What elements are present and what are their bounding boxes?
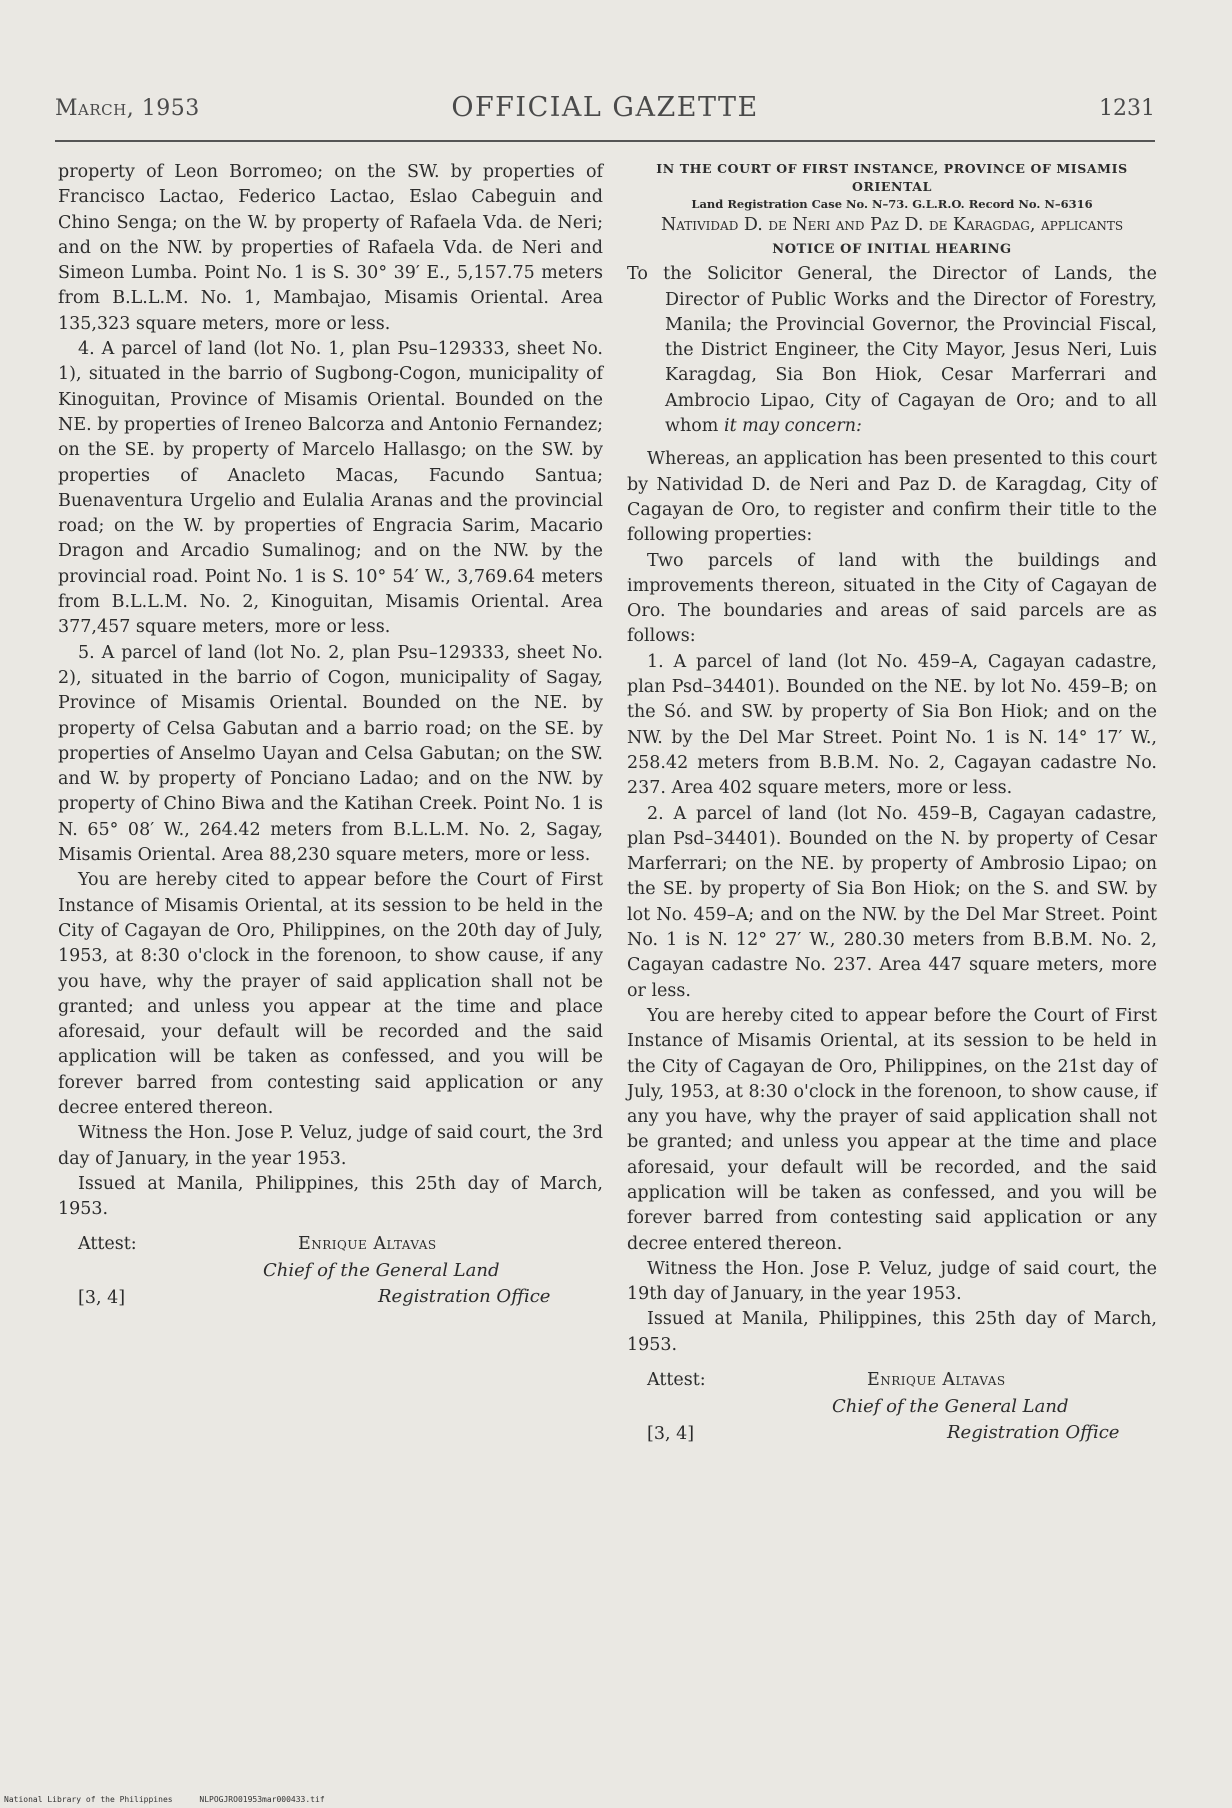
left-signature-block (58, 1232, 603, 1322)
addressee-concern: it may concern: (723, 416, 862, 437)
right-signer-name: Enrique Altavas (867, 1370, 1006, 1391)
left-issued: Issued at Manila, Philippines, this 25th day of March, 1953. (58, 1173, 603, 1220)
right-citation: You are hereby cited to appear before the Court of First Instance of Misamis Oriental, at its session to be held in the City of Cagayan de Oro, Philippines, on the 21st day of July, 1953, at 8:30 o'clock in the forenoon, to show cause, if any you have, why the prayer of said application shall not be granted; and unless you appear at the time and place aforesaid, your default will be recorded, and the said application will be taken as confessed, and you will be forever barred from contesting said application or any decree entered thereon. (627, 1005, 1157, 1254)
footer-source: National Library of the Philippines (4, 1795, 173, 1804)
right-witness: Witness the Hon. Jose P. Veluz, judge of said court, the 19th day of January, in the year 1953. (627, 1258, 1157, 1305)
right-whereas: Whereas, an application has been presented to this court by Natividad D. de Neri and Paz D. de Karagdag, City of Cagayan de Oro, to register and confirm their title to the following properties: (627, 449, 1157, 546)
left-citation: You are hereby cited to appear before the Court of First Instance of Misamis Oriental, at its session to be held in the City of Cagayan de Oro, Philippines, on the 20th day of July, 1953, at 8:30 o'clock in the forenoon, to show cause, if any you have, why the prayer of said application shall not be granted; and unless you appear at the time and place aforesaid, your default will be recorded and the said application will be taken as confessed, and you will be forever barred from contesting said application or any decree entered thereon. (58, 870, 603, 1118)
left-issue-reference: [3, 4] (78, 1288, 126, 1309)
right-parcels-intro: Two parcels of land with the buildings and improvements thereon, situated in the City of Cagayan de Oro. The boundaries and areas of said parcels are as follows: (627, 550, 1157, 647)
right-signature-block (627, 1368, 1157, 1458)
right-attest-label: Attest: (647, 1370, 706, 1391)
left-paragraph-continued: property of Leon Borromeo; on the SW. by properties of Francisco Lactao, Federico Lactao, Eslao Cabeguin and Chino Senga; on the W. by property of Rafaela Vda. de Neri; and on the NW. by properties of Rafaela Vda. de Neri and Simeon Lumba. Point No. 1 is S. 30° 39′ E., 5,157.75 meters from B.L.L.M. No. 1, Mambajao, Misamis Oriental. Area 135,323 square meters, more or less. (58, 162, 603, 334)
right-column (627, 160, 1157, 1458)
right-issued: Issued at Manila, Philippines, this 25th day of March, 1953. (627, 1309, 1157, 1355)
notice-title: NOTICE OF INITIAL HEARING (772, 242, 1012, 257)
scan-footer (4, 1795, 347, 1804)
left-signer-title-line1: Chief of the General Land (263, 1260, 500, 1282)
addressee-paragraph (627, 262, 1157, 439)
left-parcel-4: 4. A parcel of land (lot No. 1, plan Psu–129333, sheet No. 1), situated in the barrio of Sugbong-Cogon, municipality of Kinoguitan, Province of Misamis Oriental. Bounded on the NE. by properties of Ireneo Balcorza and Antonio Fernandez; on the SE. by property of Marcelo Hallasgo; on the SW. by properties of Anacleto Macas, Facundo Santua; Buenaventura Urgelio and Eulalia Aranas and the provincial road; on the W. by properties of Engracia Sarim, Macario Dragon and Arcadio Sumalinog; and on the NW. by the provincial road. Point No. 1 is S. 10° 54′ W., 3,769.64 meters from B.L.L.M. No. 2, Kinoguitan, Misamis Oriental. Area 377,457 square meters, more or less. (58, 339, 603, 638)
header-rule (55, 140, 1155, 142)
left-column (58, 160, 603, 1322)
header-publication-title: OFFICIAL GAZETTE (451, 92, 759, 123)
right-parcel-1: 1. A parcel of land (lot No. 459–A, Cagayan cadastre, plan Psd–34401). Bounded on the NE. by lot No. 459–B; on the Só. and SW. by property of Sia Bon Hiok; and on the NW. by the Del Mar Street. Point No. 1 is N. 14° 17′ W., 258.42 meters from B.B.M. No. 2, Cagayan cadastre No. 237. Area 402 square meters, more or less. (627, 651, 1157, 799)
header-date: March, 1953 (55, 96, 200, 121)
addressee-text: To the Solicitor General, the Director of Lands, the Director of Public Works and the Director of Forestry, Manila; the Provincial Governor, the Provincial Fiscal, the District Engineer, the City Mayor, Jesus Neri, Luis Karagdag, Sia Bon Hiok, Cesar Marferrari and Ambrocio Lipao, City of Cagayan de Oro; and to all whom (627, 264, 1157, 437)
right-signer-title-line1: Chief of the General Land (832, 1396, 1069, 1418)
right-signer-title-line2: Registration Office (947, 1422, 1120, 1444)
left-parcel-5: 5. A parcel of land (lot No. 2, plan Psu–129333, sheet No. 2), situated in the barrio of Cogon, municipality of Sagay, Province of Misamis Oriental. Bounded on the NE. by property of Celsa Gabutan and a barrio road; on the SE. by properties of Anselmo Uayan and Celsa Gabutan; on the SW. and W. by property of Ponciano Ladao; and on the NW. by property of Chino Biwa and the Katihan Creek. Point No. 1 is N. 65° 08′ W., 264.42 meters from B.L.L.M. No. 2, Sagay, Misamis Oriental. Area 88,230 square meters, more or less. (58, 642, 603, 866)
right-issue-reference: [3, 4] (647, 1424, 695, 1445)
right-parcel-2: 2. A parcel of land (lot No. 459–B, Cagayan cadastre, plan Psd–34401). Bounded on the N. by property of Cesar Marferrari; on the NE. by property of Ambrosio Lipao; on the SE. by property of Sia Bon Hiok; on the S. and SW. by lot No. 459–A; and on the NW. by the Del Mar Street. Point No. 1 is N. 12° 27′ W., 280.30 meters from B.B.M. No. 2, Cagayan cadastre No. 237. Area 447 square meters, more or less. (627, 803, 1157, 1001)
case-number: Land Registration Case No. N–73. G.L.R.O. Record No. N–6316 (691, 197, 1093, 211)
left-signer-title-line2: Registration Office (378, 1286, 551, 1308)
applicants: Natividad D. de Neri and Paz D. de Karagdag, applicants (660, 215, 1124, 235)
footer-filename: NLPOGJRO01953mar000433.tif (199, 1795, 325, 1804)
header-page-number: 1231 (1099, 96, 1155, 121)
left-signer-name: Enrique Altavas (298, 1234, 437, 1255)
left-attest-label: Attest: (78, 1234, 137, 1255)
court-heading: IN THE COURT OF FIRST INSTANCE, PROVINCE OF MISAMIS ORIENTAL (656, 161, 1128, 194)
page-header (55, 90, 1155, 130)
left-witness: Witness the Hon. Jose P. Veluz, judge of said court, the 3rd day of January, in the year 1953. (58, 1123, 603, 1169)
